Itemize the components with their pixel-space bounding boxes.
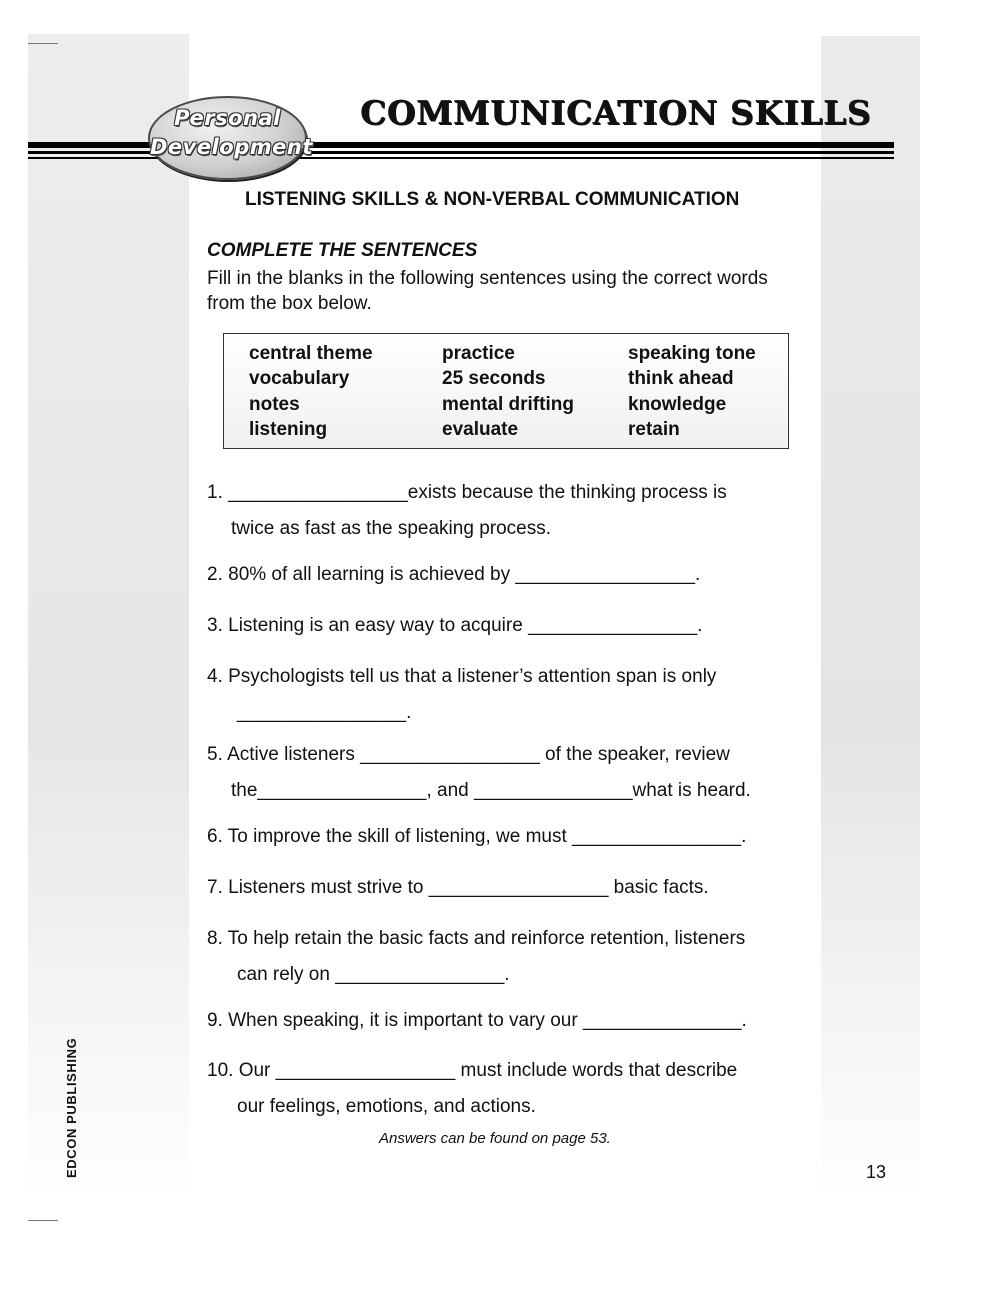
question-4-continued: ________________. [237, 702, 412, 723]
crop-mark-top [28, 43, 58, 44]
page-title: COMMUNICATION SKILLS [360, 93, 872, 132]
word-bank-box [223, 333, 789, 449]
word-bank-item: 25 seconds [442, 368, 546, 389]
question-8-continued: can rely on ________________. [237, 964, 510, 985]
question-5-continued: the________________, and _______________what is heard. [231, 780, 751, 801]
personal-development-badge [148, 96, 313, 180]
question-4: 4. Psychologists tell us that a listener’s attention span is only [207, 666, 717, 687]
question-9: 9. When speaking, it is important to vary our _______________. [207, 1010, 747, 1031]
question-1: 1. _________________exists because the thinking process is [207, 482, 727, 503]
word-bank-item: central theme [249, 343, 373, 364]
question-3: 3. Listening is an easy way to acquire ________________. [207, 615, 703, 636]
question-10-continued: our feelings, emotions, and actions. [237, 1096, 536, 1117]
crop-mark-bottom [28, 1220, 58, 1221]
question-6: 6. To improve the skill of listening, we must ________________. [207, 826, 747, 847]
badge-line-2: Development [150, 135, 313, 159]
section-subtitle: LISTENING SKILLS & NON-VERBAL COMMUNICATION [245, 189, 740, 210]
question-7: 7. Listeners must strive to _________________ basic facts. [207, 877, 709, 898]
word-bank-item: evaluate [442, 419, 519, 440]
word-bank-item: retain [628, 419, 680, 440]
badge-line-1: Personal [174, 106, 281, 130]
word-bank-item: mental drifting [442, 394, 574, 415]
instructions-heading: COMPLETE THE SENTENCES [207, 240, 478, 261]
word-bank-item: practice [442, 343, 515, 364]
question-1-continued: twice as fast as the speaking process. [231, 518, 551, 539]
word-bank-item: speaking tone [628, 343, 756, 364]
word-bank-item: notes [249, 394, 300, 415]
word-bank-item: listening [249, 419, 328, 440]
question-8: 8. To help retain the basic facts and reinforce retention, listeners [207, 928, 746, 949]
instructions-text: Fill in the blanks in the following sentences using the correct words from the box below. [207, 268, 768, 314]
question-2: 2. 80% of all learning is achieved by _________________. [207, 564, 701, 585]
word-bank-item: think ahead [628, 368, 734, 389]
left-margin-panel [28, 34, 189, 1200]
word-bank-item: knowledge [628, 394, 727, 415]
publisher-name: EDCON PUBLISHING [64, 1037, 79, 1178]
page-number: 13 [866, 1162, 887, 1182]
right-margin-panel [821, 36, 920, 1200]
question-5: 5. Active listeners _________________ of the speaker, review [207, 744, 730, 765]
answers-footnote: Answers can be found on page 53. [379, 1130, 611, 1147]
word-bank-item: vocabulary [249, 368, 350, 389]
question-10: 10. Our _________________ must include words that describe [207, 1060, 738, 1081]
